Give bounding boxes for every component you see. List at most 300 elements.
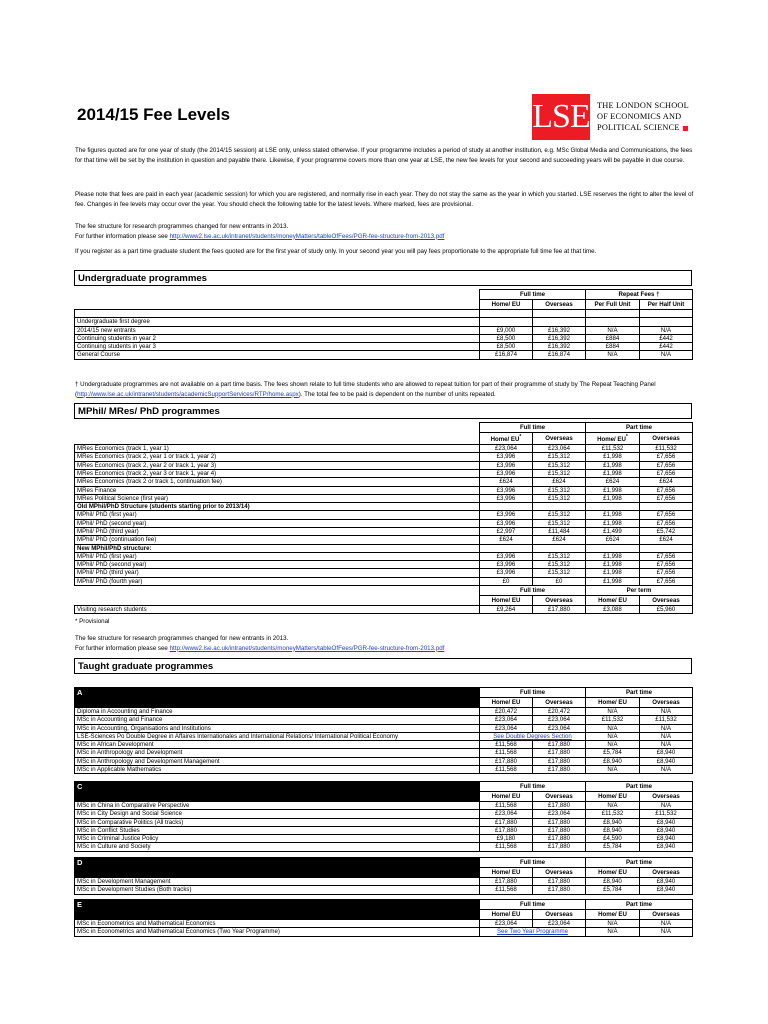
empty-cell	[586, 318, 640, 326]
per-half-unit-fee: N/A	[640, 351, 693, 359]
home-eu-header: Home/ EU	[586, 698, 640, 708]
per-half-unit-fee: £442	[640, 343, 693, 351]
empty-cell	[533, 544, 586, 552]
page-title: 2014/15 Fee Levels	[77, 105, 231, 124]
ug-group-row	[75, 318, 693, 326]
fulltime-home-fee: £23,064	[480, 724, 533, 732]
table-row	[75, 544, 693, 552]
further-info-label: For further information please see	[75, 232, 170, 240]
fulltime-home-fee: £17,880	[480, 826, 533, 834]
logo-mark: LSE	[532, 94, 590, 140]
parttime-home-fee: £8,940	[586, 818, 640, 826]
programme-name: MSc in Accounting, Organisations and Institutions	[75, 724, 480, 732]
parttime-overseas-fee: £11,532	[640, 716, 693, 724]
overseas-header: Overseas	[640, 596, 693, 606]
table-row	[75, 486, 693, 494]
parttime-home-fee: £1,998	[586, 561, 640, 569]
parttime-header: Part time	[586, 900, 693, 910]
home-eu-label: Home/ EU	[490, 436, 520, 444]
parttime-overseas-fee: £8,940	[640, 878, 693, 886]
programme-name: MPhil/ PhD (first year)	[75, 511, 480, 519]
parttime-home-fee: N/A	[586, 920, 640, 928]
research-fee-note: The fee structure for research programmes changed for new entrants in 2013.	[75, 223, 289, 230]
overseas-header: Overseas	[533, 596, 586, 606]
fulltime-home-fee: £23,064	[480, 920, 533, 928]
programme-name: MPhil/ PhD (first year)	[75, 552, 480, 560]
fulltime-overseas-fee: £624	[533, 536, 586, 544]
parttime-overseas-fee: £7,656	[640, 453, 693, 461]
parttime-home-fee: £5,784	[586, 749, 640, 757]
table-row	[75, 802, 693, 810]
ug-table-body	[75, 290, 693, 360]
programme-name: MSc in Comparative Politics (All tracks)	[75, 818, 480, 826]
home-eu-fee: £8,500	[480, 334, 533, 342]
overseas-header: Overseas	[533, 868, 586, 878]
programme-name: MPhil/ PhD (second year)	[75, 561, 480, 569]
overseas-fee: £16,874	[533, 351, 586, 359]
parttime-overseas-fee: £7,656	[640, 461, 693, 469]
fulltime-home-fee: £3,996	[480, 486, 533, 494]
parttime-overseas-fee: £8,940	[640, 757, 693, 765]
parttime-overseas-fee: £624	[640, 536, 693, 544]
programme-name: MPhil/ PhD (fourth year)	[75, 577, 480, 585]
section-header-row-1	[75, 858, 693, 868]
parttime-home-fee: N/A	[586, 708, 640, 716]
fulltime-overseas-fee: £17,880	[533, 843, 586, 851]
fulltime-overseas-fee: £23,064	[533, 920, 586, 928]
overseas-fee: £16,392	[533, 326, 586, 334]
ug-header-row-2	[75, 300, 693, 310]
programme-name: MRes Economics (track 2, year 2 or track 1, year 3)	[75, 461, 480, 469]
fulltime-overseas-fee: £15,312	[533, 569, 586, 577]
fulltime-header: Full time	[480, 688, 586, 698]
fulltime-overseas-fee: £15,312	[533, 561, 586, 569]
programme-name: MRes Finance	[75, 486, 480, 494]
repeat-teaching-panel-link[interactable]: http://www.lse.ac.uk/intranet/students/academicSupportServices/RTP/home.aspx	[77, 390, 299, 398]
parttime-home-fee: £1,998	[586, 577, 640, 585]
parttime-home-fee: £1,998	[586, 552, 640, 560]
fulltime-overseas-fee: £0	[533, 577, 586, 585]
logo-line-1: THE LONDON SCHOOL	[597, 101, 689, 110]
intro-paragraph-2: Please note that fees are paid in each year (academic session) for which you are registered, and normally rise in each year. They do not stay the same as the year in which you started. LSE reserves the right to alter the level of fee. Changes in fee levels may occur over the year. You should check the following table for the latest levels. Where marked, fees are provisional.	[75, 191, 694, 208]
ug-spacer-row	[75, 310, 693, 318]
provisional-marker: *	[519, 434, 522, 440]
fulltime-home-fee: £3,996	[480, 519, 533, 527]
programme-name: LSE-Sciences Po Double Degree in Affaires Internationales and International Relations/ International Political Economy	[75, 732, 480, 740]
fulltime-overseas-fee: £23,064	[533, 716, 586, 724]
table-row	[75, 511, 693, 519]
section-band-fill	[75, 910, 480, 920]
home-eu-header: Home/ EU	[586, 596, 640, 606]
overseas-fee: £16,392	[533, 343, 586, 351]
home-eu-fee: £9,000	[480, 326, 533, 334]
home-eu-header: Home/ EU	[586, 792, 640, 802]
parttime-home-fee: £5,784	[586, 843, 640, 851]
table-row	[75, 577, 693, 585]
home-eu-header: Home/ EU	[586, 868, 640, 878]
fulltime-overseas-fee: £15,312	[533, 486, 586, 494]
parttime-home-fee: £8,940	[586, 757, 640, 765]
parttime-overseas-fee: £8,940	[640, 749, 693, 757]
overseas-header: Overseas	[533, 698, 586, 708]
fulltime-home-fee: £0	[480, 577, 533, 585]
parttime-header: Part time	[586, 858, 693, 868]
home-eu-header: Home/ EU	[480, 596, 533, 606]
parttime-overseas-fee: N/A	[640, 928, 693, 936]
programme-name: MSc in Conflict Studies	[75, 826, 480, 834]
programme-name: MSc in Accounting and Finance	[75, 716, 480, 724]
table-row	[75, 461, 693, 469]
fulltime-home-fee: £9,264	[480, 606, 533, 614]
table-row	[75, 536, 693, 544]
fulltime-overseas-fee: £17,880	[533, 835, 586, 843]
parttime-overseas-fee: £8,940	[640, 835, 693, 843]
programme-name: MSc in Anthropology and Development Management	[75, 757, 480, 765]
programme-name: MSc in City Design and Social Science	[75, 810, 480, 818]
overseas-header: Overseas	[533, 300, 586, 310]
parttime-home-fee: £3,088	[586, 606, 640, 614]
parttime-home-fee: £11,532	[586, 810, 640, 818]
table-row	[75, 826, 693, 834]
table-row	[75, 494, 693, 502]
fulltime-header: Full time	[480, 290, 586, 300]
programme-name: MPhil/ PhD (continuation fee)	[75, 536, 480, 544]
fulltime-home-fee: £9,180	[480, 835, 533, 843]
section-letter-band: E	[75, 900, 480, 910]
parttime-home-fee: £1,998	[586, 494, 640, 502]
programme-name: MPhil/ PhD (third year)	[75, 528, 480, 536]
parttime-overseas-fee: £5,742	[640, 528, 693, 536]
empty-cell	[75, 310, 480, 318]
per-term-header: Per term	[586, 586, 693, 596]
parttime-home-fee: N/A	[586, 732, 640, 740]
ug-note-text-a: † Undergraduate programmes are not available on a part time basis. The fees shown relate to full time students who are allowed to repeat tuition for part of their programme of study by The Repeat Teaching Panel (	[75, 381, 656, 398]
logo-line-3: POLITICAL SCIENCE	[597, 123, 680, 132]
research-fee-paragraph	[75, 634, 695, 653]
empty-cell	[533, 318, 586, 326]
provisional-marker: *	[625, 434, 628, 440]
ug-note-text-b: ). The total fee to be paid is dependent on the number of units repeated.	[298, 390, 496, 398]
parttime-overseas-fee: £7,656	[640, 561, 693, 569]
section-letter-band: D	[75, 858, 480, 868]
fulltime-home-fee: £11,568	[480, 843, 533, 851]
programme-name: MSc in Anthropology and Development	[75, 749, 480, 757]
parttime-home-fee: £4,590	[586, 835, 640, 843]
fulltime-home-fee: £624	[480, 536, 533, 544]
parttime-home-fee: N/A	[586, 741, 640, 749]
table-row	[75, 920, 693, 928]
programme-name: MSc in Culture and Society	[75, 843, 480, 851]
programme-name: MSc in China in Comparative Perspective	[75, 802, 480, 810]
programme-name: 2014/15 new entrants	[75, 326, 480, 334]
fulltime-home-fee: £11,568	[480, 741, 533, 749]
parttime-overseas-fee: £7,656	[640, 511, 693, 519]
programme-name: Continuing students in year 3	[75, 343, 480, 351]
fulltime-overseas-fee: £15,312	[533, 519, 586, 527]
programme-name: MRes Economics (track 2, year 3 or track 1, year 4)	[75, 469, 480, 477]
fulltime-overseas-fee: £17,880	[533, 802, 586, 810]
empty-cell	[586, 503, 640, 511]
section-header-row-2	[75, 698, 693, 708]
overseas-header: Overseas	[533, 910, 586, 920]
fulltime-overseas-fee: £15,312	[533, 552, 586, 560]
section-e-table	[74, 899, 693, 937]
fulltime-overseas-fee: £20,472	[533, 708, 586, 716]
cross-reference-link[interactable]: See Double Degrees Section	[493, 732, 572, 740]
home-eu-header: Home/ EU	[480, 910, 533, 920]
fulltime-home-fee: £3,996	[480, 552, 533, 560]
empty-cell	[640, 544, 693, 552]
header-spacer	[75, 423, 480, 433]
fulltime-home-fee: £11,568	[480, 802, 533, 810]
fulltime-header: Full time	[480, 782, 586, 792]
programme-name: MSc in Development Studies (Both tracks)	[75, 886, 480, 894]
table-row	[75, 569, 693, 577]
fulltime-home-fee: £3,996	[480, 453, 533, 461]
fulltime-home-fee: £23,064	[480, 810, 533, 818]
research-fee-link-line-2	[75, 644, 695, 654]
fulltime-overseas-fee: £15,312	[533, 453, 586, 461]
intro-paragraph-4: If you register as a part time graduate student the fees quoted are for the first year of study only. In your second year you will pay fees proportionate to the appropriate full time fee at that time.	[75, 248, 597, 255]
parttime-home-fee: £11,532	[586, 716, 640, 724]
lse-logo	[532, 94, 692, 140]
per-full-unit-fee: N/A	[586, 326, 640, 334]
fulltime-overseas-fee: £17,880	[533, 606, 586, 614]
home-eu-header: Home/ EU	[586, 910, 640, 920]
table-row	[75, 724, 693, 732]
section-header-row-2	[75, 792, 693, 802]
parttime-home-fee: £1,998	[586, 511, 640, 519]
logo-wordmark	[597, 100, 689, 133]
fulltime-overseas-fee: £15,312	[533, 511, 586, 519]
fulltime-home-fee: £3,996	[480, 511, 533, 519]
intro-paragraph-3	[75, 222, 695, 241]
per-full-unit-fee: N/A	[586, 351, 640, 359]
fulltime-header: Full time	[480, 858, 586, 868]
per-half-unit-fee: N/A	[640, 326, 693, 334]
overseas-header: Overseas	[640, 868, 693, 878]
fulltime-overseas-fee: £15,312	[533, 461, 586, 469]
undergraduate-fee-table	[74, 289, 693, 360]
fulltime-home-fee: £17,880	[480, 757, 533, 765]
section-header-row-2	[75, 868, 693, 878]
table-row	[75, 843, 693, 851]
fulltime-header: Full time	[480, 586, 586, 596]
section-c-table	[74, 781, 693, 852]
per-full-unit-fee: £884	[586, 343, 640, 351]
taught-heading: Taught graduate programmes	[74, 658, 692, 674]
ug-repeat-note	[75, 380, 695, 399]
pgr-fee-structure-link-2[interactable]: http://www2.lse.ac.uk/intranet/students/moneyMatters/tableOfFees/PGR-fee-structure-from-2013.pdf	[169, 644, 445, 652]
table-row	[75, 928, 693, 936]
intro-paragraph-1: The figures quoted are for one year of study (the 2014/15 session) at LSE only, unless stated otherwise. If your programme includes a period of study at another institution, e.g. MSc Global Media and Communications, the fees for that time will be set by the institution in question and payable there. Likewise, if your programme covers more than one year at LSE, the new fee levels for your second and succeeding years will be payable in due course.	[75, 147, 693, 164]
table-row	[75, 741, 693, 749]
fulltime-home-fee: £23,064	[480, 445, 533, 453]
section-header-row-2	[75, 910, 693, 920]
programme-name: MRes Economics (track 2 or track 1, continuation fee)	[75, 478, 480, 486]
pgr-fee-structure-link[interactable]: http://www2.lse.ac.uk/intranet/students/moneyMatters/tableOfFees/PGR-fee-structure-from-2013.pdf	[169, 232, 445, 240]
section-band-fill	[75, 698, 480, 708]
parttime-overseas-fee: N/A	[640, 732, 693, 740]
cross-reference-cell	[480, 928, 586, 936]
parttime-overseas-fee: £11,532	[640, 445, 693, 453]
table-row	[75, 343, 693, 351]
parttime-overseas-fee: £7,656	[640, 552, 693, 560]
parttime-home-fee: £624	[586, 478, 640, 486]
parttime-home-fee: £624	[586, 536, 640, 544]
table-row	[75, 766, 693, 774]
parttime-overseas-fee: £5,960	[640, 606, 693, 614]
table-row	[75, 445, 693, 453]
table-row	[75, 606, 693, 614]
fulltime-header: Full time	[480, 900, 586, 910]
overseas-header: Overseas	[640, 792, 693, 802]
fulltime-overseas-fee: £23,064	[533, 724, 586, 732]
mphil-table-body	[75, 423, 693, 614]
parttime-overseas-fee: £7,656	[640, 494, 693, 502]
table-row	[75, 810, 693, 818]
fulltime-overseas-fee: £15,312	[533, 469, 586, 477]
fulltime-home-fee: £20,472	[480, 708, 533, 716]
parttime-overseas-fee: £8,940	[640, 886, 693, 894]
section-band-fill	[75, 868, 480, 878]
table-row	[75, 503, 693, 511]
fulltime-home-fee: £3,996	[480, 461, 533, 469]
fulltime-overseas-fee: £17,880	[533, 741, 586, 749]
home-eu-header	[480, 433, 533, 445]
fulltime-overseas-fee: £23,064	[533, 445, 586, 453]
fulltime-home-fee: £624	[480, 478, 533, 486]
overseas-header: Overseas	[640, 698, 693, 708]
empty-cell	[586, 544, 640, 552]
programme-name: MRes Economics (track 2, year 1 or track 1, year 2)	[75, 453, 480, 461]
parttime-overseas-fee: £624	[640, 478, 693, 486]
table-row	[75, 732, 693, 740]
programme-name: MRes Political Science (first year)	[75, 494, 480, 502]
home-eu-header: Home/ EU	[480, 698, 533, 708]
parttime-overseas-fee: £8,940	[640, 818, 693, 826]
table-row	[75, 469, 693, 477]
fulltime-home-fee: £3,996	[480, 469, 533, 477]
table-row	[75, 326, 693, 334]
programme-name: Diploma in Accounting and Finance	[75, 708, 480, 716]
table-row	[75, 351, 693, 359]
parttime-overseas-fee: £7,656	[640, 569, 693, 577]
provisional-note: * Provisional	[75, 618, 110, 625]
parttime-overseas-fee: N/A	[640, 724, 693, 732]
cross-reference-link[interactable]: See Two Year Programme	[496, 928, 569, 936]
parttime-home-fee: £1,998	[586, 461, 640, 469]
group-label: Undergraduate first degree	[75, 318, 480, 326]
per-half-unit-fee: £442	[640, 334, 693, 342]
empty-cell	[480, 318, 533, 326]
section-header-row-1	[75, 900, 693, 910]
parttime-home-fee: £1,998	[586, 469, 640, 477]
cross-reference-cell	[480, 732, 586, 740]
table-row	[75, 835, 693, 843]
parttime-header: Part time	[586, 688, 693, 698]
parttime-overseas-fee: £7,656	[640, 469, 693, 477]
home-eu-header	[586, 433, 640, 445]
parttime-home-fee: £8,940	[586, 878, 640, 886]
parttime-overseas-fee: N/A	[640, 766, 693, 774]
further-info-label-2: For further information please see	[75, 644, 170, 652]
fulltime-home-fee: £3,996	[480, 569, 533, 577]
group-label: New MPhil/PhD structure:	[75, 544, 480, 552]
parttime-home-fee: £1,998	[586, 486, 640, 494]
home-eu-header: Home/ EU	[480, 868, 533, 878]
fulltime-home-fee: £17,880	[480, 878, 533, 886]
parttime-overseas-fee: £7,656	[640, 486, 693, 494]
parttime-home-fee: £1,998	[586, 519, 640, 527]
group-label: Old MPhil/PhD Structure (students starting prior to 2013/14)	[75, 503, 480, 511]
overseas-header: Overseas	[640, 910, 693, 920]
empty-cell	[640, 503, 693, 511]
table-row	[75, 561, 693, 569]
fulltime-home-fee: £11,568	[480, 766, 533, 774]
programme-name: MPhil/ PhD (third year)	[75, 569, 480, 577]
logo-line-2: OF ECONOMICS AND	[597, 112, 682, 121]
programme-name: General Course	[75, 351, 480, 359]
fulltime-overseas-fee: £17,880	[533, 878, 586, 886]
mphil-heading: MPhil/ MRes/ PhD programmes	[74, 403, 692, 419]
section-header-row-1	[75, 688, 693, 698]
home-eu-fee: £8,500	[480, 343, 533, 351]
section-header-row-1	[75, 782, 693, 792]
research-fee-note-2: The fee structure for research programmes changed for new entrants in 2013.	[75, 635, 289, 642]
empty-cell	[480, 544, 533, 552]
fulltime-home-fee: £11,568	[480, 749, 533, 757]
empty-cell	[640, 318, 693, 326]
parttime-home-fee: N/A	[586, 724, 640, 732]
overseas-header: Overseas	[533, 792, 586, 802]
table-row	[75, 757, 693, 765]
empty-cell	[640, 310, 693, 318]
section-letter-band: A	[75, 688, 480, 698]
parttime-home-fee: £8,940	[586, 826, 640, 834]
table-row	[75, 716, 693, 724]
fulltime-overseas-fee: £11,484	[533, 528, 586, 536]
fulltime-home-fee: £11,568	[480, 886, 533, 894]
home-eu-label: Home/ EU	[597, 436, 626, 444]
fulltime-overseas-fee: £624	[533, 478, 586, 486]
parttime-home-fee: N/A	[586, 928, 640, 936]
fulltime-header: Full time	[480, 423, 586, 433]
section-letter-band: C	[75, 782, 480, 792]
empty-cell	[480, 310, 533, 318]
empty-cell	[480, 503, 533, 511]
header-spacer	[75, 596, 480, 606]
programme-name: MRes Economics (track 1, year 1)	[75, 445, 480, 453]
table-row	[75, 478, 693, 486]
home-eu-header: Home/ EU	[480, 300, 533, 310]
ug-header-row-1	[75, 290, 693, 300]
programme-name: MPhil/ PhD (second year)	[75, 519, 480, 527]
logo-square-icon	[683, 126, 688, 131]
table-row	[75, 334, 693, 342]
programme-name: MSc in Applicable Mathematics	[75, 766, 480, 774]
table-row	[75, 453, 693, 461]
programme-name: MSc in Econometrics and Mathematical Economics (Two Year Programme)	[75, 928, 480, 936]
fulltime-home-fee: £3,996	[480, 561, 533, 569]
table-row	[75, 749, 693, 757]
fulltime-overseas-fee: £17,880	[533, 818, 586, 826]
parttime-overseas-fee: N/A	[640, 802, 693, 810]
table-row	[75, 519, 693, 527]
overseas-fee: £16,392	[533, 334, 586, 342]
fulltime-overseas-fee: £17,880	[533, 757, 586, 765]
per-full-unit-header: Per Full Unit	[586, 300, 640, 310]
